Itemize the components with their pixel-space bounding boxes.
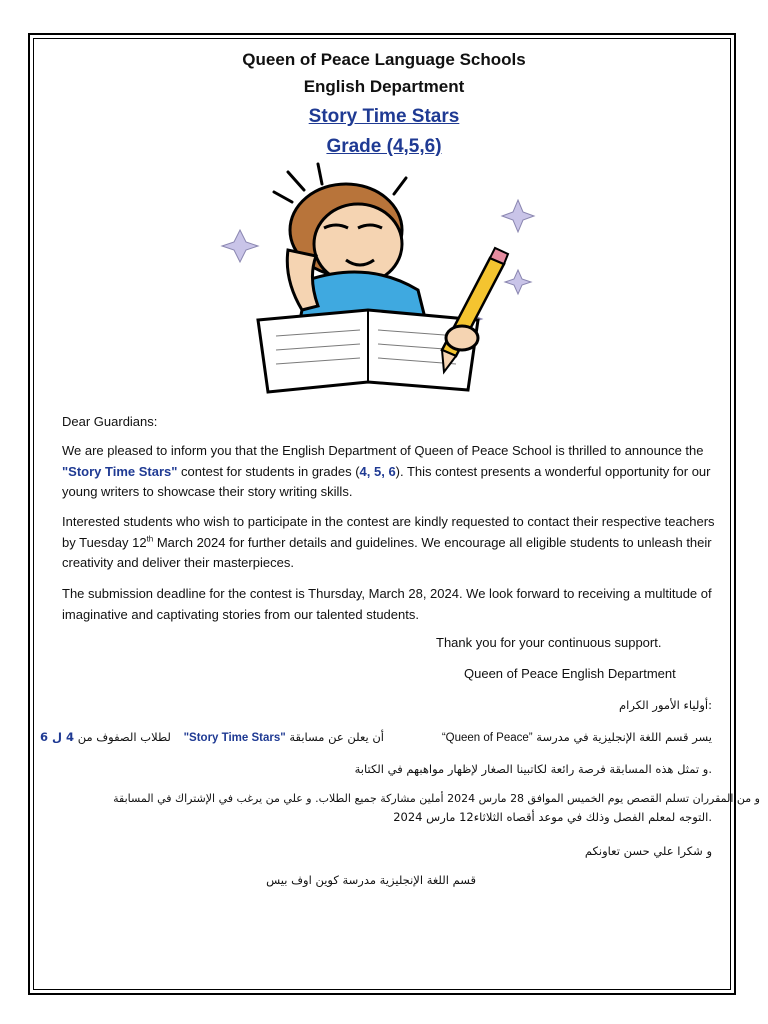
p2-text-a: Interested students who wish to participate in the contest are kindly requested to contact their respective teachers by Tuesday 12: [62, 514, 715, 550]
arabic-line-1-start: [442, 730, 712, 744]
letter-closing: Thank you for your continuous support.: [436, 635, 662, 650]
letter-greeting: Dear Guardians:: [62, 414, 158, 429]
arabic-grades: 4 ل 6: [40, 730, 75, 744]
p1-grades: 4, 5, 6: [359, 463, 396, 479]
p2-text-b: March 2024 for further details and guidelines. We encourage all eligible students to unleash their creativity and deliver their masterpieces.: [62, 534, 712, 570]
p1-text-a: We are pleased to inform you that the English Department of Queen of Peace School is thrilled to announce the: [62, 443, 704, 458]
letter-signature: Queen of Peace English Department: [464, 666, 676, 681]
arabic-announce-text: أن يعلن عن مسابقة: [289, 730, 384, 744]
letter-paragraph-1: [62, 441, 722, 503]
p1-text-b: contest for students in grades (: [177, 463, 360, 479]
arabic-line-2: .و تمثل هذه المسابقة فرصة رائعة لكاتبينا الصغار لإظهار مواهبهم في الكتابة: [354, 762, 712, 776]
p1-text-c: ). This contest presents a wonderful opportunity for our young writers to showcase their story writing skills.: [62, 463, 711, 499]
child-writing-clipart: [218, 160, 538, 410]
letter-paragraph-3: The submission deadline for the contest is Thursday, March 28, 2024. We look forward to receiving a multitude of imaginative and captivating stories from our talented students.: [62, 586, 712, 622]
arabic-line-3: و من المقرران تسلم القصص يوم الخميس الموافق 28 مارس 2024 أملين مشاركة جميع الطلاب. و علي من يرغب في الإشتراك في المسابقة: [113, 792, 760, 805]
arabic-line-1-middle: [184, 730, 384, 744]
arabic-grades-text: لطلاب الصفوف من: [77, 730, 171, 744]
letter-paragraph-2: [62, 512, 722, 574]
department-name: English Department: [303, 77, 465, 96]
p1-contest-name: "Story Time Stars": [62, 463, 178, 479]
arabic-contest-name: "Story Time Stars": [183, 732, 286, 744]
arabic-line-5: و شكرا علي حسن تعاونكم: [584, 844, 712, 858]
grades-title: Grade (4,5,6): [326, 136, 442, 157]
arabic-signature: قسم اللغة الإنجليزية مدرسة كوين اوف بيس: [266, 873, 476, 887]
arabic-line-1-end: [40, 730, 171, 744]
p2-ordinal-suffix: th: [146, 534, 154, 544]
school-name: Queen of Peace Language Schools: [242, 50, 526, 69]
arabic-school-name: “Queen of Peace”: [441, 732, 533, 744]
pencil: [442, 248, 508, 372]
arabic-greeting: :أولياء الأمور الكرام: [619, 698, 712, 712]
contest-title: Story Time Stars: [308, 106, 460, 127]
arabic-line-4: .التوجه لمعلم الفصل وذلك في موعد أقصاه الثلاثاء12 مارس 2024: [393, 810, 712, 824]
arabic-line-1-text: يسر قسم اللغة الإنجليزية في مدرسة: [536, 730, 712, 744]
